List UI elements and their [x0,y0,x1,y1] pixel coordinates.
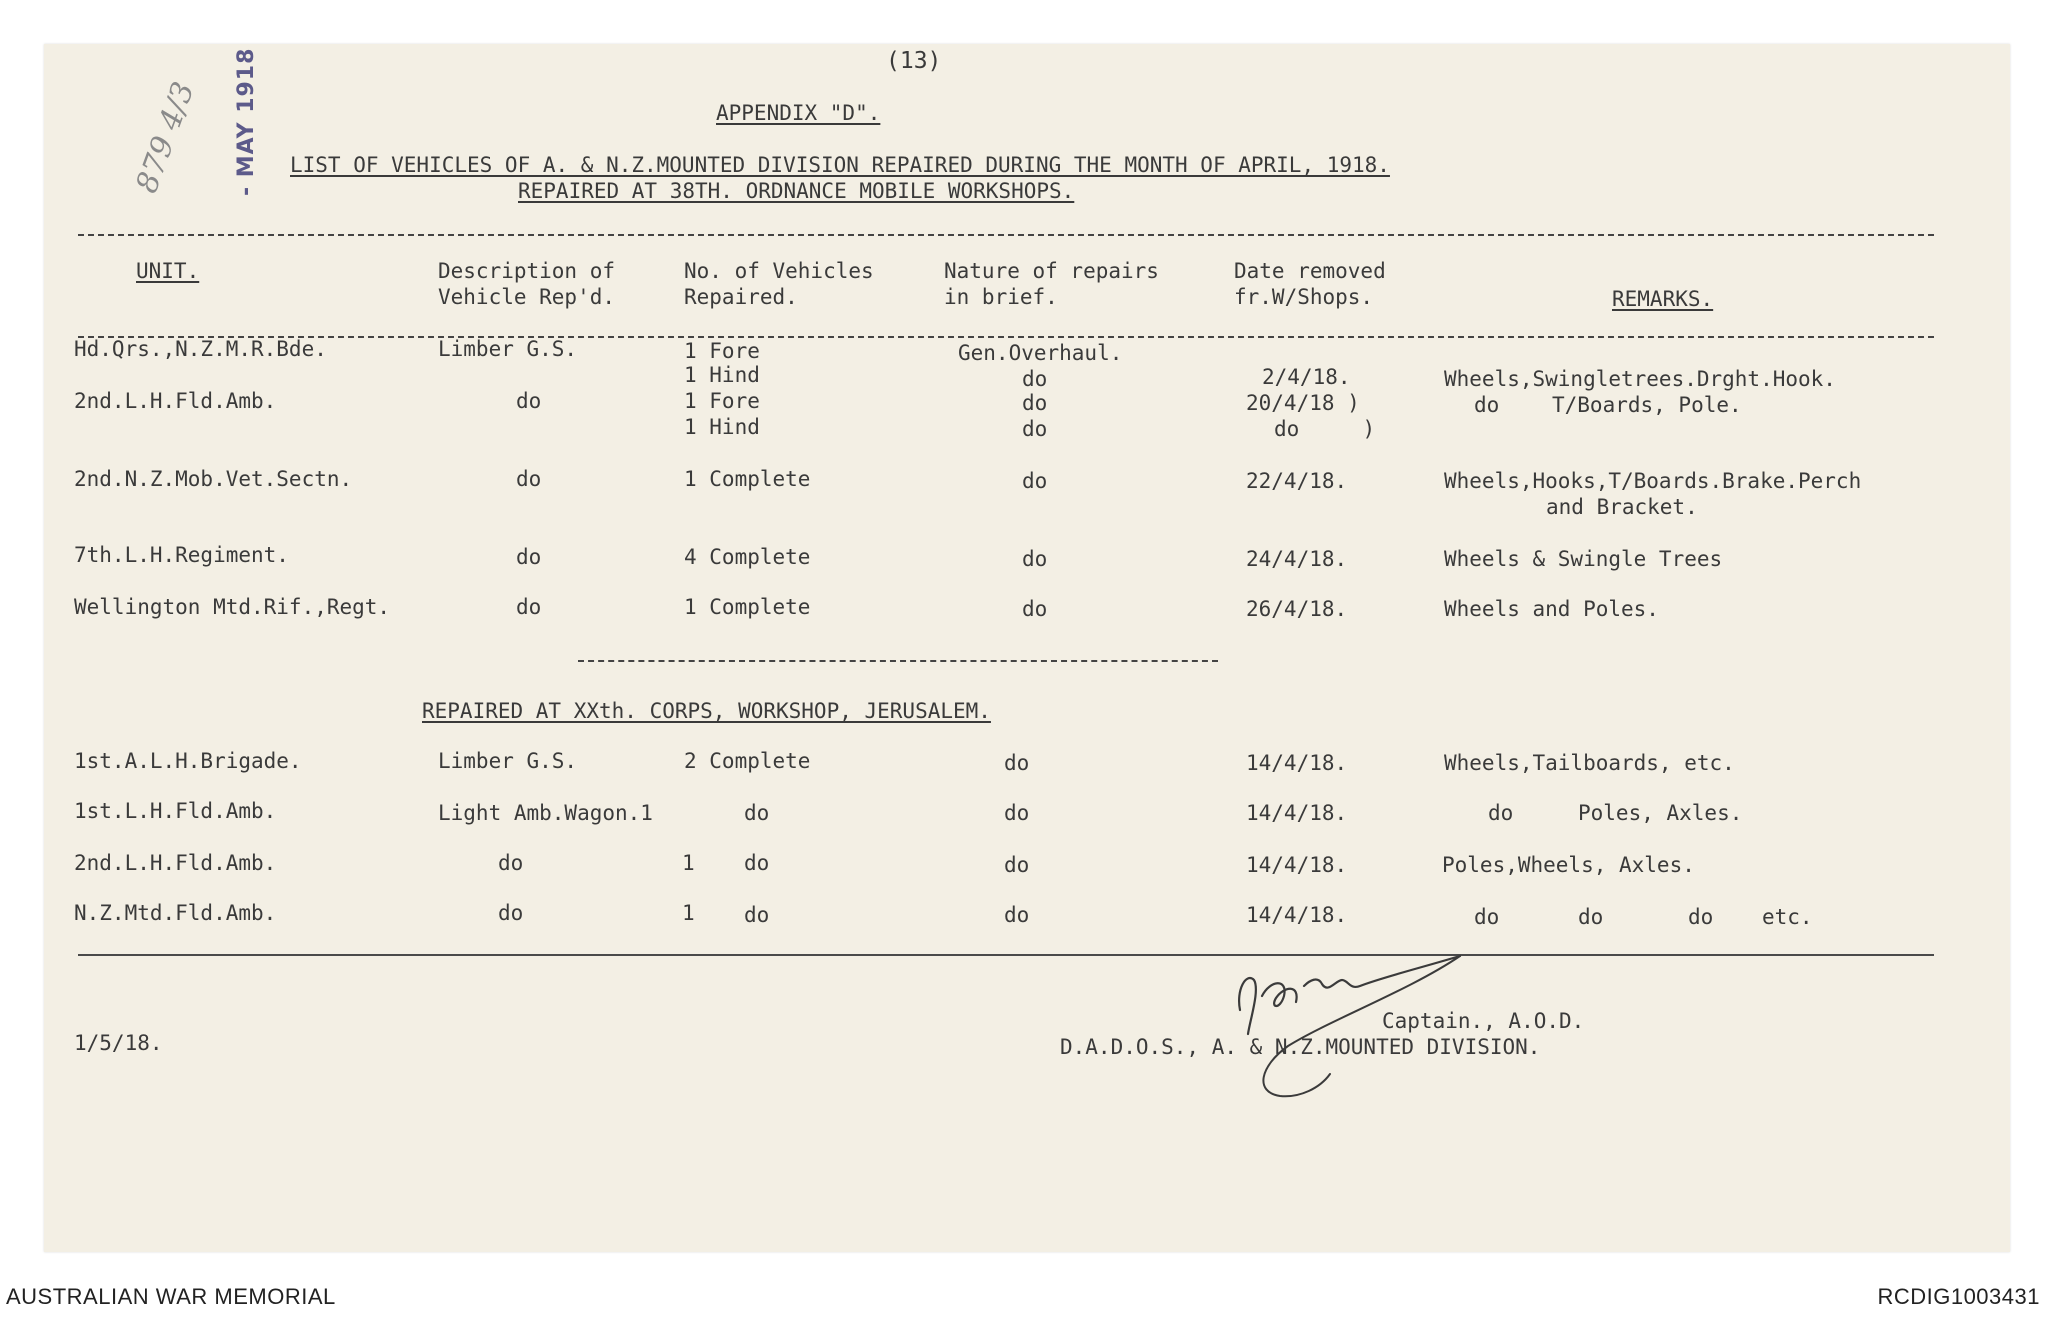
cell-description: do [498,851,524,875]
cell-date: 14/4/18. [1246,801,1348,825]
header-date-1: Date removed [1234,259,1386,283]
cell-description: do [516,545,542,569]
footer-id: RCDIG1003431 [1877,1284,2040,1309]
cell-remarks: do [1578,905,1604,929]
cell-nature: do [1022,391,1048,415]
date-stamp: - MAY 1918 [234,47,259,196]
pencil-annotation: 879 4/3 [129,77,202,198]
cell-nature: do [1004,853,1030,877]
cell-date: 2/4/18. [1262,365,1351,389]
signature-title-1: Captain., A.O.D. [1382,1009,1585,1033]
cell-description: do [516,467,542,491]
cell-nature: do [1022,547,1048,571]
cell-date: 20/4/18 ) [1246,391,1360,415]
cell-date: do ) [1274,417,1376,441]
cell-nature: do [1004,903,1030,927]
header-date-2: fr.W/Shops. [1234,285,1374,309]
cell-description: do [516,389,542,413]
cell-remarks: and Bracket. [1546,495,1698,519]
cell-nature: do [1022,417,1048,441]
cell-remarks: do [1474,393,1500,417]
cell-nature: do [1004,801,1030,825]
cell-date: 26/4/18. [1246,597,1348,621]
title-line-1: LIST OF VEHICLES OF A. & N.Z.MOUNTED DIVISION REPAIRED DURING THE MONTH OF APRIL, 1918. [290,153,1390,177]
cell-unit: Hd.Qrs.,N.Z.M.R.Bde. [74,337,327,361]
cell-number: 4 Complete [684,545,811,569]
cell-remarks: T/Boards, Pole. [1552,393,1742,417]
header-nature-2: in brief. [944,285,1058,309]
cell-remarks: Wheels,Tailboards, etc. [1444,751,1735,775]
cell-number: 1 Fore [684,389,760,413]
cell-remarks: Poles, Axles. [1578,801,1743,825]
cell-remarks: Poles,Wheels, Axles. [1442,853,1695,877]
cell-date: 22/4/18. [1246,469,1348,493]
cell-description: Light Amb.Wagon.1 [438,801,653,825]
cell-date: 14/4/18. [1246,903,1348,927]
document-sheet [44,44,2010,1252]
appendix-heading: APPENDIX "D". [716,101,881,125]
cell-nature: do [1004,751,1030,775]
header-description-1: Description of [438,259,616,283]
cell-number: do [744,801,770,825]
cell-number: 2 Complete [684,749,811,773]
cell-unit: 2nd.L.H.Fld.Amb. [74,851,277,875]
cell-unit: 2nd.L.H.Fld.Amb. [74,389,277,413]
cell-description: Limber G.S. [438,749,578,773]
cell-remarks: Wheels and Poles. [1444,597,1659,621]
top-rule [78,234,1934,236]
footer-source: AUSTRALIAN WAR MEMORIAL [6,1284,336,1309]
cell-number: 1 Complete [684,595,811,619]
header-nature-1: Nature of repairs [944,259,1159,283]
cell-unit: Wellington Mtd.Rif.,Regt. [74,595,391,619]
cell-number: 1 Hind [684,415,760,439]
header-number-1: No. of Vehicles [684,259,874,283]
cell-number: do [744,903,770,927]
header-rule [78,336,1934,338]
cell-number-count: 1 [682,851,695,875]
cell-nature: do [1022,597,1048,621]
cell-nature: do [1022,469,1048,493]
cell-remarks: Wheels,Hooks,T/Boards.Brake.Perch [1444,469,1862,493]
cell-nature: Gen.Overhaul. [958,341,1123,365]
section-2-heading: REPAIRED AT XXth. CORPS, WORKSHOP, JERUSALEM. [422,699,991,723]
cell-number: 1 Complete [684,467,811,491]
cell-number: 1 Fore [684,339,760,363]
cell-description: Limber G.S. [438,337,578,361]
cell-description: do [498,901,524,925]
section-divider [578,660,1218,662]
cell-number-count: 1 [682,901,695,925]
bottom-rule [78,954,1934,956]
cell-remarks: do [1474,905,1500,929]
cell-nature: do [1022,367,1048,391]
header-description-2: Vehicle Rep'd. [438,285,616,309]
title-line-2: REPAIRED AT 38TH. ORDNANCE MOBILE WORKSHOPS. [518,179,1075,203]
cell-unit: 7th.L.H.Regiment. [74,543,289,567]
signature-title-2: D.A.D.O.S., A. & N.Z.MOUNTED DIVISION. [1060,1035,1541,1059]
cell-description: do [516,595,542,619]
cell-remarks: etc. [1762,905,1813,929]
cell-unit: N.Z.Mtd.Fld.Amb. [74,901,277,925]
cell-date: 24/4/18. [1246,547,1348,571]
page-number: (13) [886,48,942,74]
cell-remarks: Wheels,Swingletrees.Drght.Hook. [1444,367,1836,391]
cell-unit: 1st.A.L.H.Brigade. [74,749,302,773]
cell-number: do [744,851,770,875]
header-unit: UNIT. [136,259,200,283]
cell-unit: 1st.L.H.Fld.Amb. [74,799,277,823]
cell-unit: 2nd.N.Z.Mob.Vet.Sectn. [74,467,353,491]
date-signed: 1/5/18. [74,1031,163,1055]
cell-date: 14/4/18. [1246,751,1348,775]
cell-remarks: do [1488,801,1514,825]
header-remarks: REMARKS. [1612,287,1714,311]
header-number-2: Repaired. [684,285,798,309]
cell-remarks: Wheels & Swingle Trees [1444,547,1723,571]
cell-date: 14/4/18. [1246,853,1348,877]
cell-remarks: do [1688,905,1714,929]
cell-number: 1 Hind [684,363,760,387]
